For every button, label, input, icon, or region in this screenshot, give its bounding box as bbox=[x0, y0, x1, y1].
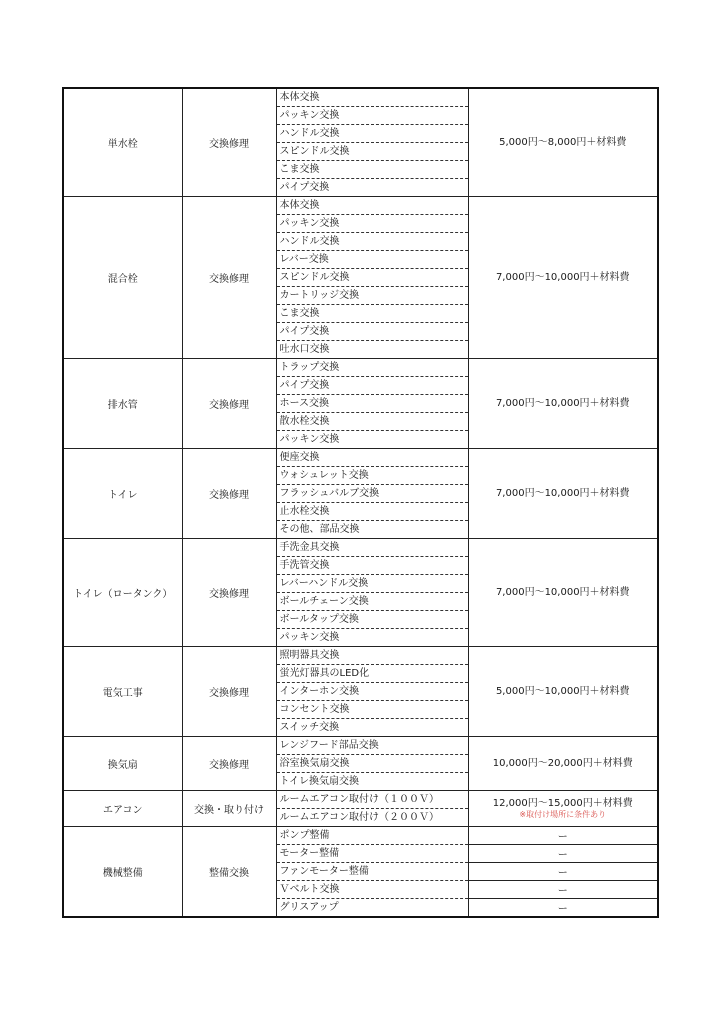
price-text: 10,000円～20,000円＋材料費 bbox=[492, 757, 633, 769]
category-cell: 電気工事 bbox=[63, 647, 182, 737]
item-cell: 照明器具交換 bbox=[276, 647, 468, 665]
item-cell: パイプ交換 bbox=[276, 323, 468, 341]
price-text: 7,000円～10,000円＋材料費 bbox=[495, 487, 630, 499]
item-cell: トラップ交換 bbox=[276, 359, 468, 377]
item-cell: 吐水口交換 bbox=[276, 341, 468, 359]
work-type-cell: 交換修理 bbox=[182, 647, 276, 737]
item-cell: パッキン交換 bbox=[276, 431, 468, 449]
item-cell: コンセント交換 bbox=[276, 701, 468, 719]
price-cell: ー bbox=[468, 881, 658, 899]
table-row bbox=[63, 197, 658, 215]
item-cell: Ｖベルト交換 bbox=[276, 881, 468, 899]
price-text: 12,000円～15,000円＋材料費 bbox=[492, 797, 633, 809]
category-cell: 排水管 bbox=[63, 359, 182, 449]
price-cell bbox=[468, 737, 658, 791]
item-cell: スイッチ交換 bbox=[276, 719, 468, 737]
item-cell: トイレ換気扇交換 bbox=[276, 773, 468, 791]
item-cell: レンジフード部品交換 bbox=[276, 737, 468, 755]
price-cell bbox=[468, 197, 658, 359]
item-cell: モーター整備 bbox=[276, 845, 468, 863]
price-cell bbox=[468, 791, 658, 827]
table-row bbox=[63, 88, 658, 107]
item-cell: 手洗管交換 bbox=[276, 557, 468, 575]
item-cell: ウォシュレット交換 bbox=[276, 467, 468, 485]
table-row bbox=[63, 791, 658, 809]
item-cell: 手洗金具交換 bbox=[276, 539, 468, 557]
item-cell: ルームエアコン取付け（２００Ｖ） bbox=[276, 809, 468, 827]
category-cell: エアコン bbox=[63, 791, 182, 827]
table-row bbox=[63, 539, 658, 557]
item-cell: 浴室換気扇交換 bbox=[276, 755, 468, 773]
item-cell: こま交換 bbox=[276, 161, 468, 179]
item-cell: ボールチェーン交換 bbox=[276, 593, 468, 611]
price-text: 7,000円～10,000円＋材料費 bbox=[495, 271, 630, 283]
item-cell: ポンプ整備 bbox=[276, 827, 468, 845]
work-type-cell: 交換修理 bbox=[182, 88, 276, 197]
work-type-cell: 交換修理 bbox=[182, 197, 276, 359]
item-cell: パッキン交換 bbox=[276, 107, 468, 125]
item-cell: ホース交換 bbox=[276, 395, 468, 413]
price-cell: ー bbox=[468, 827, 658, 845]
item-cell: パッキン交換 bbox=[276, 629, 468, 647]
price-table bbox=[62, 87, 659, 918]
item-cell: 止水栓交換 bbox=[276, 503, 468, 521]
item-cell: ハンドル交換 bbox=[276, 125, 468, 143]
price-cell bbox=[468, 88, 658, 197]
work-type-cell: 整備交換 bbox=[182, 827, 276, 918]
item-cell: ボールタップ交換 bbox=[276, 611, 468, 629]
item-cell: ハンドル交換 bbox=[276, 233, 468, 251]
price-text: 7,000円～10,000円＋材料費 bbox=[495, 397, 630, 409]
table-row bbox=[63, 647, 658, 665]
price-cell bbox=[468, 449, 658, 539]
price-cell: ー bbox=[468, 899, 658, 918]
table-row bbox=[63, 827, 658, 845]
item-cell: パッキン交換 bbox=[276, 215, 468, 233]
item-cell: その他、部品交換 bbox=[276, 521, 468, 539]
item-cell: グリスアップ bbox=[276, 899, 468, 918]
category-cell: トイレ（ロータンク） bbox=[63, 539, 182, 647]
item-cell: ファンモーター整備 bbox=[276, 863, 468, 881]
item-cell: レバーハンドル交換 bbox=[276, 575, 468, 593]
price-cell bbox=[468, 647, 658, 737]
item-cell: カートリッジ交換 bbox=[276, 287, 468, 305]
table-row bbox=[63, 359, 658, 377]
item-cell: 散水栓交換 bbox=[276, 413, 468, 431]
category-cell: 混合栓 bbox=[63, 197, 182, 359]
price-text: 7,000円～10,000円＋材料費 bbox=[495, 586, 630, 598]
item-cell: インターホン交換 bbox=[276, 683, 468, 701]
item-cell: パイプ交換 bbox=[276, 377, 468, 395]
table-row bbox=[63, 449, 658, 467]
item-cell: パイプ交換 bbox=[276, 179, 468, 197]
item-cell: レバー交換 bbox=[276, 251, 468, 269]
item-cell: ルームエアコン取付け（１００Ｖ） bbox=[276, 791, 468, 809]
work-type-cell: 交換・取り付け bbox=[182, 791, 276, 827]
price-text: 5,000円～8,000円＋材料費 bbox=[499, 136, 627, 148]
price-text: 5,000円～10,000円＋材料費 bbox=[495, 685, 630, 697]
category-cell: 換気扇 bbox=[63, 737, 182, 791]
table-body bbox=[63, 88, 658, 917]
work-type-cell: 交換修理 bbox=[182, 539, 276, 647]
item-cell: 本体交換 bbox=[276, 197, 468, 215]
table-row bbox=[63, 737, 658, 755]
category-cell: 単水栓 bbox=[63, 88, 182, 197]
price-cell bbox=[468, 539, 658, 647]
category-cell: トイレ bbox=[63, 449, 182, 539]
item-cell: こま交換 bbox=[276, 305, 468, 323]
item-cell: スピンドル交換 bbox=[276, 269, 468, 287]
item-cell: スピンドル交換 bbox=[276, 143, 468, 161]
item-cell: 便座交換 bbox=[276, 449, 468, 467]
price-note: ※取付け場所に条件あり bbox=[519, 809, 607, 819]
price-cell bbox=[468, 359, 658, 449]
work-type-cell: 交換修理 bbox=[182, 449, 276, 539]
price-cell: ー bbox=[468, 845, 658, 863]
item-cell: 蛍光灯器具のLED化 bbox=[276, 665, 468, 683]
price-cell: ー bbox=[468, 863, 658, 881]
work-type-cell: 交換修理 bbox=[182, 737, 276, 791]
item-cell: 本体交換 bbox=[276, 88, 468, 107]
work-type-cell: 交換修理 bbox=[182, 359, 276, 449]
item-cell: フラッシュバルブ交換 bbox=[276, 485, 468, 503]
category-cell: 機械整備 bbox=[63, 827, 182, 918]
